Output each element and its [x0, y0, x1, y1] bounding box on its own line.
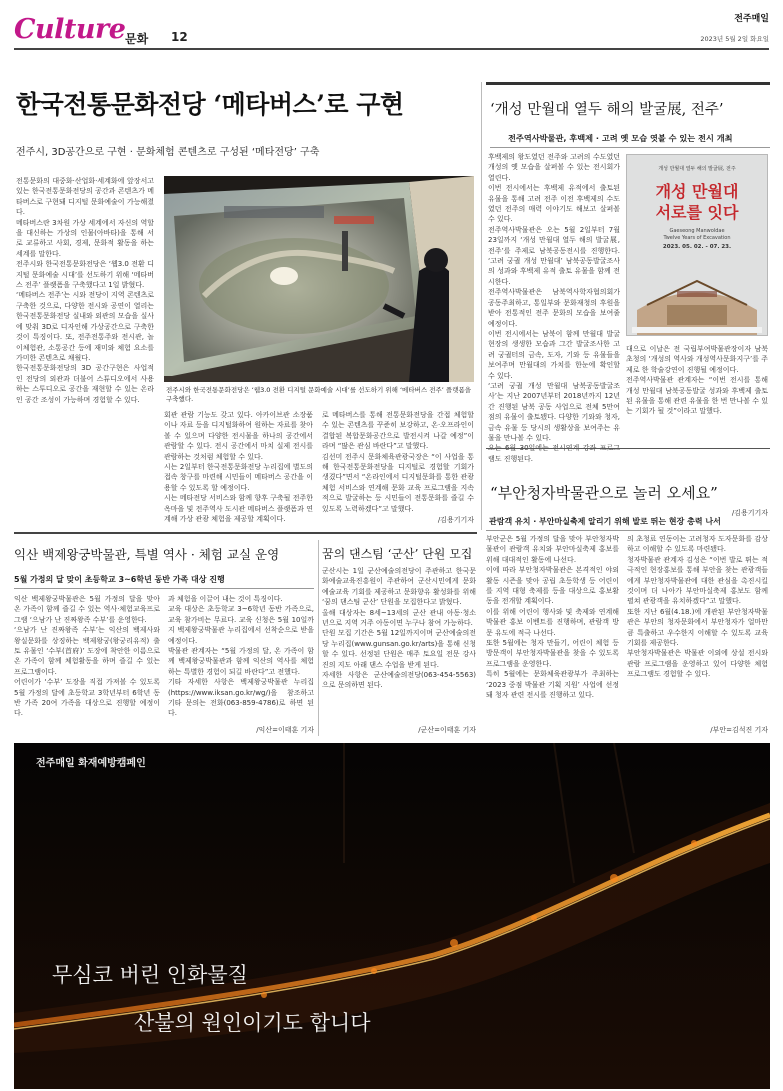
gunsan-body: 군산시는 1일 군산예술의전당이 주관하고 한국문화예술교육진흥원이 주관하여 군산시민에게 문화예술교육 기회를 제공하고 문화향유 활성화를 위해 ‘꿈의 댄스팀 군산’ 단원을 모집한다고 밝혔다. 올해 대상자는 8세~13세의 군산 관내 아동·청소년으로 지역 거주 아동이면 누구나 참여 가능하다. 단원 모집 기간은 5월 12일까지이며 군산예술의전당 누리집(www.gunsan.go.kr/arts)을 통해 신청할 수 있다. 선정된 단원은 매주 토요일 전문 강사진의 지도 아래 댄스 수업을 받게 된다. 자세한 사항은 군산예술의전당(063-454-5563)으로 문의하면 된다.	[322, 567, 476, 690]
iksan-headline: 익산 백제왕궁박물관, 특별 역사 · 체험 교실 운영	[14, 547, 280, 562]
exhibit-sub-rule	[490, 147, 770, 148]
fire-prevention-ad	[14, 743, 770, 1089]
mid-rule-left	[14, 532, 477, 534]
exhibit-subheadline: 전주역사박물관, 후백제 · 고려 옛 모습 엿볼 수 있는 전시 개최	[508, 133, 733, 143]
iksan-byline: /익산=이태훈 기자	[256, 726, 314, 734]
exhibition-poster	[626, 154, 768, 336]
main-subheadline: 전주시, 3D공간으로 구현 · 문화체험 콘텐츠로 구성된 ‘메타전당’ 구축	[16, 147, 320, 158]
main-byline: /김용기기자	[437, 516, 474, 524]
poster-roof-illustration	[627, 255, 767, 335]
buan-body-col2: 의 초청료 연동이는 고려청자 도자문화를 감상하고 이해할 수 있도록 마련됐다. 청자박물관 관계자 김성은 “이번 발로 뛰는 적극적인 현장홍보를 통해 부안을 찾는 관광객들에게 부안청자박물관에 대한 관심을 촉진시킬 것이며 더 나아가 부안마실축제 홍보도 함께 펼쳐 관광객을 유치하겠다”고 말했다. 또한 지난 6월(4.18.)에 개관된 부안청자박물관은 부안의 청자문화에서 부안청자가 얼마만큼 특출하고 우수한지 이해할 수 있도록 교육 기회를 제공한다. 부안청자박물관은 박물관 이외에 상설 전시와 관람 프로그램을 운영하고 있어 다양한 체험 프로그램도 경험할 수 있다.	[627, 535, 768, 679]
main-body-col2: 회관 관람 기능도 갖고 있다. 아카이브관 소장품이나 자료 등을 디지털화하여 원하는 자료를 찾아볼 수 있으며 다양한 전시물을 하나의 공간에서 관람할 수 있다. 전시 공간에서 마치 실제 전시를 관람하는 것처럼 체험할 수 있다. 시는 2일부터 한국전통문화전당 누리집에 별도의 접속 창구를 마련해 시민들이 메타버스 공간을 이용할 수 있도록 할 예정이다. 시는 메타전당 서비스와 함께 향후 구축될 전주한옥마을 및 전주역사 도시관 메타버스 플랫폼과 연계해 가상 관광 체험을 제공할 계획이다.	[164, 411, 313, 524]
column-divider-lower	[318, 540, 319, 736]
main-photo	[164, 176, 474, 382]
metaverse-screen-photo	[164, 176, 474, 382]
photo-caption: 전주시와 한국전통문화전당은 ‘웹3.0 전환 디지털 문화예술 시대’를 선도하기 위해 ‘메타버스 전주’ 플랫폼을 구축했다.	[166, 386, 472, 403]
forest-fire-illustration	[14, 743, 770, 1089]
exhibit-byline: /김용기기자	[731, 509, 768, 517]
issue-date: 2023년 5월 2일 화요일	[700, 35, 769, 43]
iksan-body-col2: 과 체험을 이끌어 내는 것이 특징이다. 교육 대상은 초등학교 3~6학년 동반 가족으로, 교육 참가비는 무료다. 교육 신청은 5월 10일까지 백제왕궁박물관 누리집에서 선착순으로 받을 예정이다. 박물관 관계자는 “5월 가정의 달, 온 가족이 함께 백제왕궁박물관과 함께 익산의 역사를 체험하는 특별한 경험이 되길 바란다”고 전했다. 기타 자세한 사항은 백제왕궁박물관 누리집(https://www.iksan.go.kr/wg/)을 참조하고 기타 문의는 전화(063-859-4786)로 하면 된다.	[168, 595, 314, 718]
section-name: Culture	[14, 14, 126, 45]
poster-english-2: Twelve Years of Excavation	[663, 235, 731, 241]
iksan-sub-rule	[14, 588, 314, 589]
buan-headline: “부안청자박물관으로 놀러 오세요”	[490, 484, 718, 502]
main-body-col1: 전통문화의 대중화·산업화·세계화에 앞장서고 있는 한국전통문화전당의 공간과 콘텐츠가 메타버스로 구현돼 디지털 문화예술이 가능해졌다. 메타버스란 3차원 가상 세계에서 자신의 역할을 대신하는 가상의 인물(아바타)을 통해 서로 교류하고 사회, 경제, 문화적 활동을 하는 세계를 말한다. 전주시와 한국전통문화전당은 ‘웹3.0 전환 디지털 문화예술 시대’를 선도하기 위해 ‘메타버스 전주’ 플랫폼을 구축했다고 1일 밝혔다. ‘메타버스 전주’는 시와 전당이 지역 콘텐츠로 구축한 것으로, 다양한 전시와 공연이 열리는 한국전통문화전당 실내와 외관의 모습을 실사에 맞춰 3D로 디자인해 가상공간으로 구축한 것이 특징이다. 또, 전주전통주와 전시관, 놀이체험관, 소통공간 등에 재미와 체험 요소를 가미한 콘텐츠로 채웠다. 한국전통문화전당의 3D 공간구현은 사업적인 전당의 외관과 더불어 스튜디오에서 사용하는 스투디오로 공간을 재현할 수 있는 온라인 공간 조성이 가능하며 경험할 수 있다.	[16, 177, 154, 404]
buan-sub-rule	[486, 530, 770, 531]
poster-dates: 2023. 05. 02. - 07. 23.	[662, 244, 732, 250]
main-headline: 한국전통문화전당 ‘메타버스’로 구현	[16, 90, 404, 119]
campaign-label: 전주매일 화재예방캠페인	[36, 758, 146, 769]
poster-title-line2: 서로를 잇다	[655, 203, 739, 222]
header-rule	[14, 48, 769, 50]
buan-byline: /부안=김석진 기자	[710, 726, 768, 734]
newspaper-name: 전주매일	[734, 14, 769, 24]
exhibit-side-body: 대으로 이날은 전 국립부여박물관장이자 남북 초청의 ‘개성의 역사와 개성역사문화지구’를 주제로 한 학술강연이 진행될 예정이다. 전주역사박물관 관계자는 “이번 전시를 통해 개성 만월대 남북공동발굴 성과와 후백제 출토된 유물을 통해 관련 유물을 한 번 만나볼 수 있는 기회가 될 것”이라고 말했다.	[626, 345, 768, 416]
exhibit-body: 후백제의 왕도였던 전주와 고려의 수도였던 개성의 옛 모습을 살펴볼 수 있는 전시회가 열린다. 이번 전시에서는 후백제 유적에서 출토된 유물을 통해 고려 전주 이전 후백제의 수도였던 전주의 매력 이야기도 해보고 살펴볼 수 있다. 전주역사박물관은 오는 5월 2일부터 7월 23일까지 ‘개성 만월대 열두 해의 발굴展, 전주’를 주제로 남북공동전시를 진행한다. ‘고려 궁궐 개성 만월대’ 남북공동발굴조사의 성과와 후백제 유적 출토 유물을 함께 전시한다. 전주역사박물관은 남북역사학자협의회가 공동주최하고, 통일부와 문화재청의 후원을 받아 전통적인 전주 문화의 모습을 보여줄 예정이다. 이번 전시에서는 남북이 함께 만월대 발굴 현장의 생생한 모습과 그간 발굴조사한 고려 궁궐터의 금속, 도자, 기와 등 유물들을 보여주며 만월대의 가치를 한눈에 확인할 수 있다. ‘고려 궁궐 개성 만월대 남북공동발굴조사’는 지난 2007년부터 2018년까지 12년간 진행된 남북 공동 사업으로 전체 5만여 점의 유물이 출토됐다. 다양한 기와와 청자, 금속 유물 등 당시의 생활상을 보여주는 유물을 만나볼 수 있다. 램도 진행된다.	[488, 153, 620, 463]
poster-title-line1: 개성 만월대	[655, 182, 739, 201]
gunsan-byline: /군산=이태훈 기자	[418, 726, 476, 734]
iksan-subheadline: 5월 가정의 달 맞이 초등학교 3~6학년 동반 가족 대상 진행	[14, 575, 225, 584]
exhibit-headline: ‘개성 만월대 열두 해의 발굴展, 전주’	[490, 102, 724, 118]
buan-subheadline: 관람객 유치 · 부안마실축제 알리기 위해 발로 뛰는 현장 총력 나서	[489, 517, 721, 526]
iksan-body-col1: 익산 백제왕궁박물관은 5월 가정의 달을 맞아 온 가족이 함께 즐길 수 있는 역사·체험교육프로그램 ‘으남가 난 진짜왕족 수부’를 운영한다. ‘으남가 난 진짜왕족 수부’는 익산의 백제사와 왕실문화를 상징하는 백제왕궁(왕궁리유적) 출토 유물인 ‘수부(首府)’ 도장에 착안한 이름으로 온 가족이 함께 체험활동을 하며 즐길 수 있는 프로그램이다. 어린이가 ‘수부’ 도장을 직접 가져볼 수 있도록 5월 가정의 달에 초등학교 3학년부터 6학년 동반 가족 20여 가족을 대상으로 진행할 예정이다.	[14, 595, 160, 718]
page-number: 12	[171, 30, 188, 44]
main-body-col4: 로 메타버스를 통해 전통문화전당을 간접 체험할 수 있는 콘텐츠를 꾸준히 보강하고, 온·오프라인이 결합된 복합문화공간으로 발전시켜 나갈 예정”이라며 “많은 관심 바란다”고 말했다. 김선미 전주시 문화체육관광국장은 “이 사업을 통해 한국전통문화전당을 디지털로 경험할 기회가 생겼다”면서 “온라인에서 디지털문화를 통한 관광 체험 서비스와 연계해 문화 교육 프로그램을 지속적으로 발굴하는 등 시민들이 전통문화를 즐길 수 있도록 노력하겠다”고 말했다.	[322, 411, 474, 513]
page-header	[0, 0, 783, 52]
buan-body-col1: 부안군은 5월 가정의 달을 맞아 부안청자박물관이 관람객 유치와 부안마실축제 홍보를 위해 대대적인 활동에 나선다. 이에 따라 부안청자박물관은 본격적인 야외활동 시즌을 맞아 공립 초등학생 등 어린이를 지역 대형 축제를 등을 대상으로 홍보활동을 전개할 계획이다. 이를 위해 어린이 행사와 및 축제와 연계해 박물관 홍보 이벤트를 진행하며, 관람객 방문 유도에 적극 나선다. 또한 5월에는 청자 만들기, 어린이 체험 등 방문객이 부안청자박물관을 찾을 수 있도록 프로그램을 운영한다. 특히 5월에는 문화체육관광부가 주최하는 ‘2023 중점 박물관 기획 지원’ 사업에 선정돼 청자 관련 전시를 진행하고 있다.	[486, 535, 619, 700]
buan-top-rule	[486, 448, 770, 449]
campaign-line1: 무심코 버린 인화물질	[52, 963, 248, 987]
gunsan-headline: 꿈의 댄스팀 ‘군산’ 단원 모집	[322, 547, 473, 561]
campaign-line2: 산불의 원인이기도 합니다	[134, 1011, 371, 1035]
section-name-korean: 문화	[125, 32, 149, 46]
poster-english-1: Gaeseong Manwoldae	[669, 228, 725, 234]
column-divider-main	[481, 82, 482, 530]
poster-top-text: 개성 만월대 열두 해의 발굴展, 전주	[658, 166, 736, 172]
